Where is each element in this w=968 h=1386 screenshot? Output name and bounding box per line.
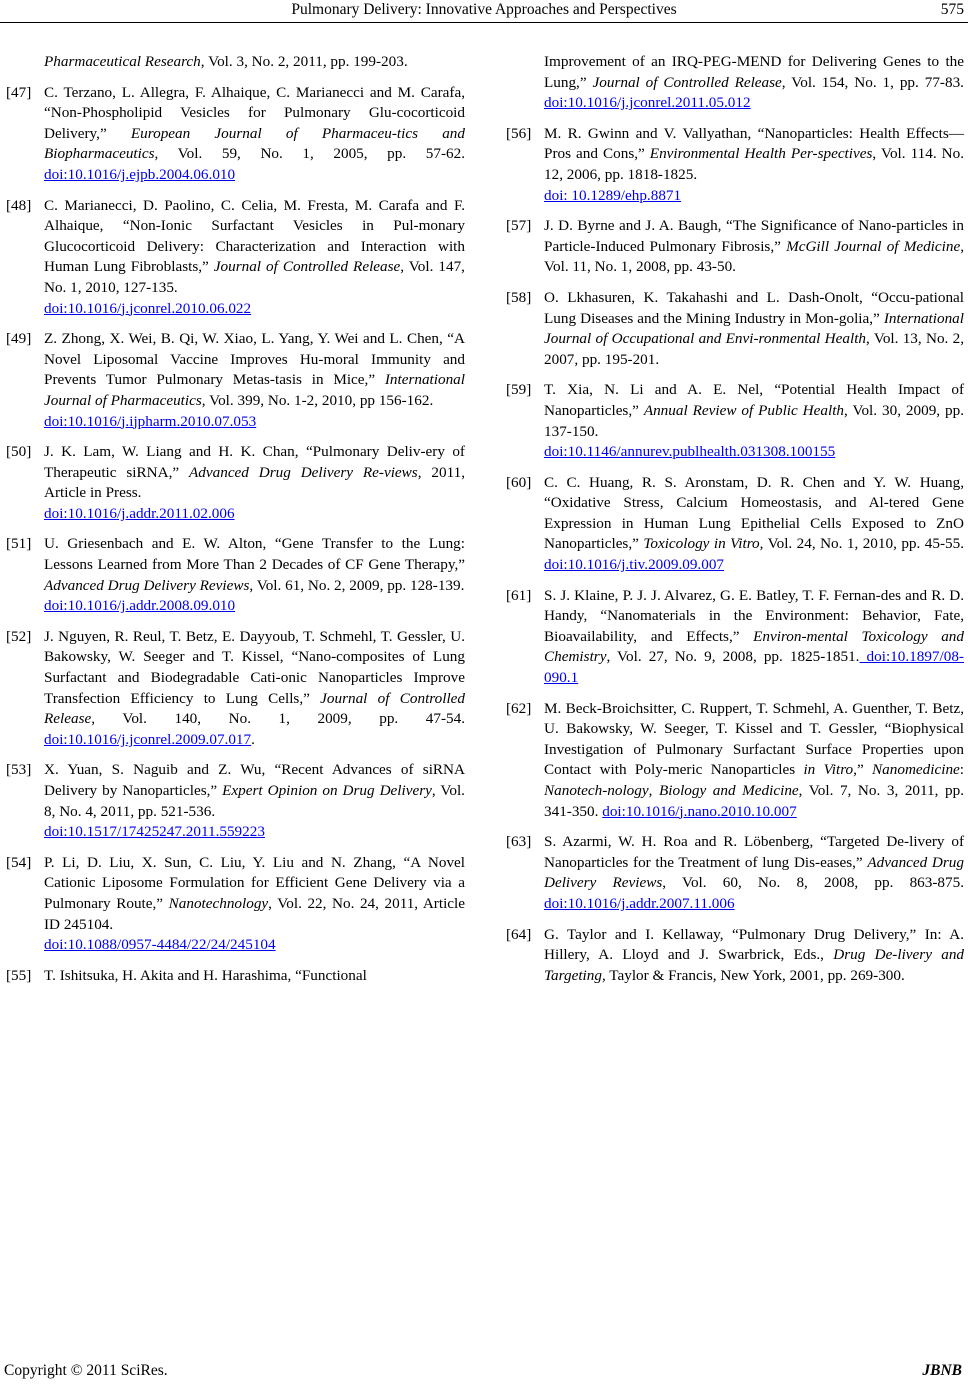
reference-details: , Vol. 30, 2009, pp. 137-150. (544, 401, 964, 440)
reference-authors-title: P. Li, D. Liu, X. Sun, C. Liu, Y. Liu and N. Zhang, “A Novel Cationic Liposome Formulation for Efficient Gene Delivery via a Pulmonary Route,” (44, 853, 465, 912)
doi-link[interactable]: doi:10.1016/j.addr.2007.11.006 (544, 894, 735, 912)
reference-number: [61] (506, 586, 532, 604)
reference-source: Journal of Controlled Release (592, 73, 782, 91)
reference-source: Advanced Drug Delivery Reviews (544, 853, 964, 892)
reference-number: [50] (6, 443, 32, 461)
reference-entry (506, 380, 964, 462)
reference-number: [48] (6, 196, 32, 214)
reference-entry (6, 442, 465, 524)
reference-authors-title: S. J. Klaine, P. J. J. Alvarez, G. E. Batley, T. F. Fernan-des and R. D. Handy, “Nanomaterials in the Environment: Behavior, Fate, Bioavailability, and Effects,” (544, 586, 964, 645)
reference-authors-title: O. Lkhasuren, K. Takahashi and L. Dash-Onolt, “Occu-pational Lung Diseases and the Mining Industry in Mon-golia,” (544, 288, 964, 327)
doi-link[interactable]: doi:10.1016/j.jconrel.2010.06.022 (44, 299, 252, 317)
reference-number: [60] (506, 473, 532, 491)
reference-authors-title: T. Ishitsuka, H. Akita and H. Harashima, “Functional (44, 966, 367, 984)
reference-authors-title: M. Beck-Broichsitter, C. Ruppert, T. Schmehl, A. Guenther, T. Betz, U. Bakowsky, W. Seeger, T. Kissel and T. Gessler, “Biophysical Investigation of Pulmonary Surfactant Surface Properties upon Contact with Poly-meric Nanoparticles (544, 699, 964, 779)
doi-link[interactable]: doi:10.1517/17425247.2011.559223 (44, 823, 265, 841)
reference-details: ,” (853, 761, 873, 779)
reference-tail: . (251, 730, 255, 748)
reference-source: Journal of Controlled Release (213, 258, 401, 276)
reference-source: International Journal of Pharmaceutics (44, 371, 465, 409)
reference-source: Journal of Controlled Release (44, 689, 466, 728)
reference-number: [62] (506, 699, 532, 717)
reference-entry (6, 329, 465, 432)
reference-details: , Vol. 13, No. 2, 2007, pp. 195-201. (544, 330, 965, 368)
reference-entry (6, 83, 465, 186)
reference-number: [51] (6, 535, 32, 553)
reference-entry (506, 473, 964, 576)
reference-details: , (648, 782, 659, 799)
doi-link[interactable]: doi:10.1016/j.addr.2011.02.006 (44, 504, 235, 522)
reference-details: , Vol. 27, No. 9, 2008, pp. 1825-1851. (606, 648, 860, 666)
reference-source: Nanomedicine (872, 761, 960, 779)
reference-source: Nanotechnology (168, 894, 269, 912)
doi-link[interactable]: doi:10.1897/08-090.1 (544, 648, 964, 687)
reference-entry (6, 534, 465, 616)
reference-source: Biology and Medicine (658, 782, 799, 799)
reference-source: Expert Opinion on Drug Delivery (222, 782, 432, 799)
reference-authors-title: J. D. Byrne and J. A. Baugh, “The Significance of Nano-particles in Particle-Induced Pulmonary Fibrosis,” (544, 217, 964, 255)
reference-number: [53] (6, 761, 32, 779)
reference-number: [54] (6, 853, 32, 871)
running-title: Pulmonary Delivery: Innovative Approaches and Perspectives (291, 1, 677, 18)
reference-entry (506, 288, 964, 370)
reference-authors-title: C. C. Huang, R. S. Aronstam, D. R. Chen and Y. W. Huang, “Oxidative Stress, Calcium Homeostasis, and Al-tered Gene Expression in Human Lung Epithelial Cells Exposed to ZnO Nanoparticles,” (544, 473, 964, 553)
reference-source: McGill Journal of Medicine (786, 237, 961, 255)
reference-details: , Vol. 11, No. 1, 2008, pp. 43-50. (544, 237, 964, 276)
reference-entry (6, 196, 465, 320)
reference-authors-title: C. Marianecci, D. Paolino, C. Celia, M. Fresta, M. Carafa and F. Alhaique, “Non-Ionic Surfactant Vesicles in Pul-monary Glucocorticoid Delivery: Characterization and Interaction with Human Lung Fibroblasts,” (44, 196, 465, 276)
reference-entry (6, 966, 465, 987)
left-column (6, 52, 465, 996)
reference-source: in Vitro (803, 761, 854, 779)
reference-details: , Vol. 140, No. 1, 2009, pp. 47-54. (91, 710, 465, 728)
reference-number: [63] (506, 833, 532, 851)
reference-details: , Vol. 114. No. 12, 2006, pp. 1818-1825. (544, 145, 965, 183)
reference-details: , Vol. 61, No. 2, 2009, pp. 128-139. (249, 576, 465, 594)
reference-entry (506, 124, 964, 206)
reference-number: [47] (6, 83, 32, 101)
reference-authors-title: U. Griesenbach and E. W. Alton, “Gene Transfer to the Lung: Lessons Learned from More Than 2 Decades of CF Gene Therapy,” (44, 535, 465, 574)
reference-source: Environmental Health Per-spectives (649, 145, 873, 163)
reference-details: , Vol. 154, No. 1, pp. 77-83. (781, 73, 964, 91)
copyright-notice: Copyright © 2011 SciRes. (4, 1362, 168, 1379)
reference-number: [56] (506, 124, 532, 142)
doi-link[interactable]: doi:10.1016/j.addr.2008.09.010 (44, 597, 236, 615)
reference-entry (506, 925, 964, 987)
reference-source: Advanced Drug Delivery Reviews (44, 576, 250, 594)
reference-details: , Vol. 3, No. 2, 2011, pp. 199-203. (200, 53, 408, 70)
reference-source: Toxicology in Vitro (643, 535, 760, 553)
journal-abbrev: JBNB (922, 1362, 962, 1379)
reference-details: , Vol. 59, No. 1, 2005, pp. 57-62. (154, 145, 465, 163)
reference-details: , Vol. 24, No. 1, 2010, pp. 45-55. (759, 535, 964, 553)
reference-details: , Vol. 60, No. 8, 2008, pp. 863-875. (662, 874, 964, 892)
reference-source: European Journal of Pharmaceu-tics and Biopharmaceutics (44, 124, 465, 163)
reference-entry (506, 586, 964, 689)
reference-number: [55] (6, 966, 32, 984)
doi-link[interactable]: doi:10.1016/j.jconrel.2009.07.017 (44, 730, 252, 748)
reference-authors-title: S. Azarmi, W. H. Roa and R. Löbenberg, “Targeted De-livery of Nanoparticles for the Treatment of lung Dis-eases,” (544, 833, 964, 871)
reference-source: Drug De-livery and Targeting (544, 946, 965, 984)
reference-number: [64] (506, 925, 532, 943)
doi-link[interactable]: doi: 10.1289/ehp.8871 (544, 186, 682, 204)
reference-details: : (959, 761, 965, 779)
reference-number: [58] (506, 288, 532, 306)
doi-link[interactable]: doi:10.1016/j.nano.2010.10.007 (602, 802, 797, 820)
doi-link[interactable]: doi:10.1016/j.ijpharm.2010.07.053 (44, 412, 257, 430)
reference-authors-title: J. K. Lam, W. Liang and H. K. Chan, “Pulmonary Deliv-ery of Therapeutic siRNA,” (44, 443, 465, 481)
reference-entry (6, 760, 465, 842)
reference-source: Annual Review of Public Health (643, 401, 845, 419)
reference-number: [52] (6, 627, 32, 645)
reference-details: , Vol. 8, No. 4, 2011, pp. 521-536. (44, 782, 465, 820)
reference-number: [49] (6, 330, 32, 348)
reference-details: , Vol. 147, No. 1, 2010, 127-135. (44, 258, 465, 296)
reference-authors-title: J. Nguyen, R. Reul, T. Betz, E. Dayyoub, T. Schmehl, T. Gessler, U. Bakowsky, W. Seeger and T. Kissel, “Nano-composites of Lung Surfactant and Biodegradable Cati-onic Nanoparticles Improve Transfection Efficiency to Lung Cells,” (44, 627, 465, 707)
reference-source: Nanotech-nology (544, 782, 649, 799)
reference-details: , Vol. 22, No. 24, 2011, Article ID 245104. (44, 894, 466, 933)
doi-link[interactable]: doi:10.1146/annurev.publhealth.031308.100155 (544, 443, 836, 461)
reference-entry (6, 853, 465, 956)
reference-authors-title: M. R. Gwinn and V. Vallyathan, “Nanoparticles: Health Effects—Pros and Cons,” (544, 124, 964, 163)
reference-source: Pharmaceutical Research (44, 53, 201, 70)
reference-entry (506, 216, 964, 278)
reference-source: Environ-mental Toxicology and Chemistry (544, 627, 964, 666)
reference-entry (506, 699, 964, 823)
reference-number: [57] (506, 217, 532, 235)
reference-details: , Vol. 7, No. 3, 2011, pp. 341-350. (544, 782, 965, 820)
reference-entry (506, 52, 964, 114)
reference-authors-title: C. Terzano, L. Allegra, F. Alhaique, C. Marianecci and M. Carafa, “Non-Phospholipid Vesicles for Pulmonary Glu-cocorticoid Delivery,” (44, 83, 465, 142)
reference-number: [59] (506, 381, 532, 399)
reference-details: , Vol. 399, No. 1-2, 2010, pp 156-162. (201, 391, 434, 409)
reference-source: Advanced Drug Delivery Re-views (189, 463, 418, 481)
reference-authors-title: T. Xia, N. Li and A. E. Nel, “Potential Health Impact of Nanoparticles,” (544, 381, 964, 419)
page-number: 575 (940, 1, 964, 18)
reference-entry (6, 627, 465, 751)
reference-source: International Journal of Occupational and Envi-ronmental Health (544, 309, 964, 348)
reference-entry (6, 52, 465, 73)
header-rule (0, 22, 968, 23)
reference-authors-title: Improvement of an IRQ-PEG-MEND for Delivering Genes to the Lung,” (544, 53, 964, 91)
right-column (506, 52, 964, 996)
reference-details: , Taylor & Francis, New York, 2001, pp. 269-300. (601, 966, 905, 984)
doi-link[interactable]: doi:10.1016/j.tiv.2009.09.007 (544, 556, 725, 574)
doi-link[interactable]: doi:10.1016/j.ejpb.2004.06.010 (44, 165, 236, 183)
doi-link[interactable]: doi:10.1088/0957-4484/22/24/245104 (44, 936, 276, 954)
doi-link[interactable]: doi:10.1016/j.jconrel.2011.05.012 (544, 94, 751, 112)
reference-authors-title: X. Yuan, S. Naguib and Z. Wu, “Recent Advances of siRNA Delivery by Nanoparticles,” (44, 761, 465, 799)
reference-authors-title: Z. Zhong, X. Wei, B. Qi, W. Xiao, L. Yang, Y. Wei and L. Chen, “A Novel Liposomal Vaccine Improves Hu-moral Immunity and Prevents Tumor Pulmonary Metas-tasis in Mice,” (44, 330, 465, 389)
reference-entry (506, 832, 964, 914)
reference-authors-title: G. Taylor and I. Kellaway, “Pulmonary Drug Delivery,” In: A. Hillery, A. Lloyd and J. Swarbrick, Eds., (544, 925, 964, 964)
running-header (0, 0, 968, 22)
reference-details: , 2011, Article in Press. (44, 463, 465, 502)
